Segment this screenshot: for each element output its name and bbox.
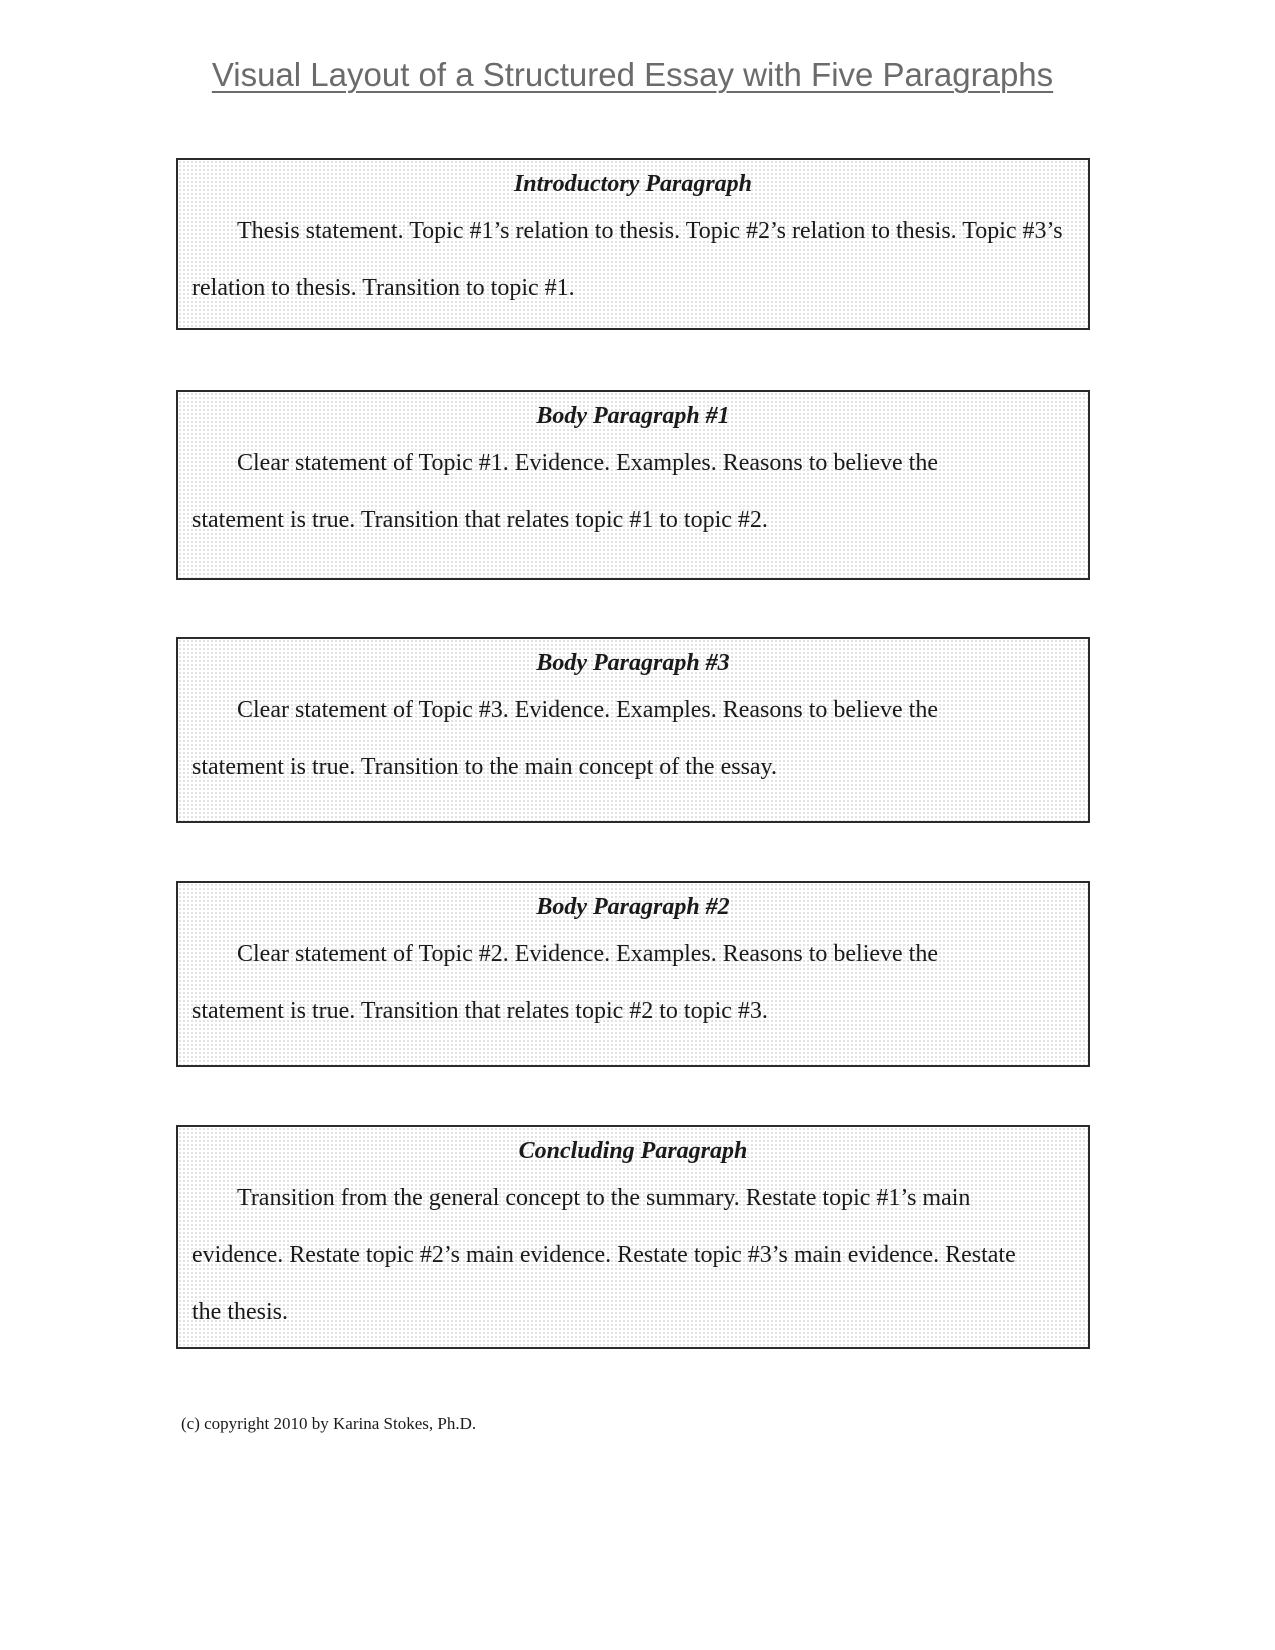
body-paragraph-1-box <box>176 390 1090 580</box>
section-heading: Concluding Paragraph <box>518 1138 748 1164</box>
section-heading: Body Paragraph #3 <box>536 650 730 676</box>
section-heading: Introductory Paragraph <box>513 171 753 197</box>
concluding-paragraph-box <box>176 1125 1090 1349</box>
section-body: Clear statement of Topic #2. Evidence. Examples. Reasons to believe the statement is true. Transition that relates topic #2 to topic #3. <box>192 941 939 1024</box>
section-body: Thesis statement. Topic #1’s relation to thesis. Topic #2’s relation to thesis. Topic #3’s relation to thesis. Transition to topic #1. <box>192 218 1063 301</box>
section-heading: Body Paragraph #2 <box>536 894 730 920</box>
copyright-notice: (c) copyright 2010 by Karina Stokes, Ph.D. <box>181 1414 477 1433</box>
section-heading: Body Paragraph #1 <box>536 403 730 429</box>
page-title: Visual Layout of a Structured Essay with Five Paragraphs <box>211 56 1054 93</box>
introductory-paragraph-box <box>176 158 1090 330</box>
section-body: Clear statement of Topic #1. Evidence. Examples. Reasons to believe the statement is true. Transition that relates topic #1 to topic #2. <box>192 450 939 533</box>
body-paragraph-3-box <box>176 637 1090 823</box>
body-paragraph-2-box <box>176 881 1090 1067</box>
section-body: Clear statement of Topic #3. Evidence. Examples. Reasons to believe the statement is true. Transition to the main concept of the essay. <box>192 697 939 780</box>
section-body: Transition from the general concept to the summary. Restate topic #1’s main evidence. Restate topic #2’s main evidence. Restate topic #3’s main evidence. Restate the thesis. <box>192 1185 1016 1325</box>
